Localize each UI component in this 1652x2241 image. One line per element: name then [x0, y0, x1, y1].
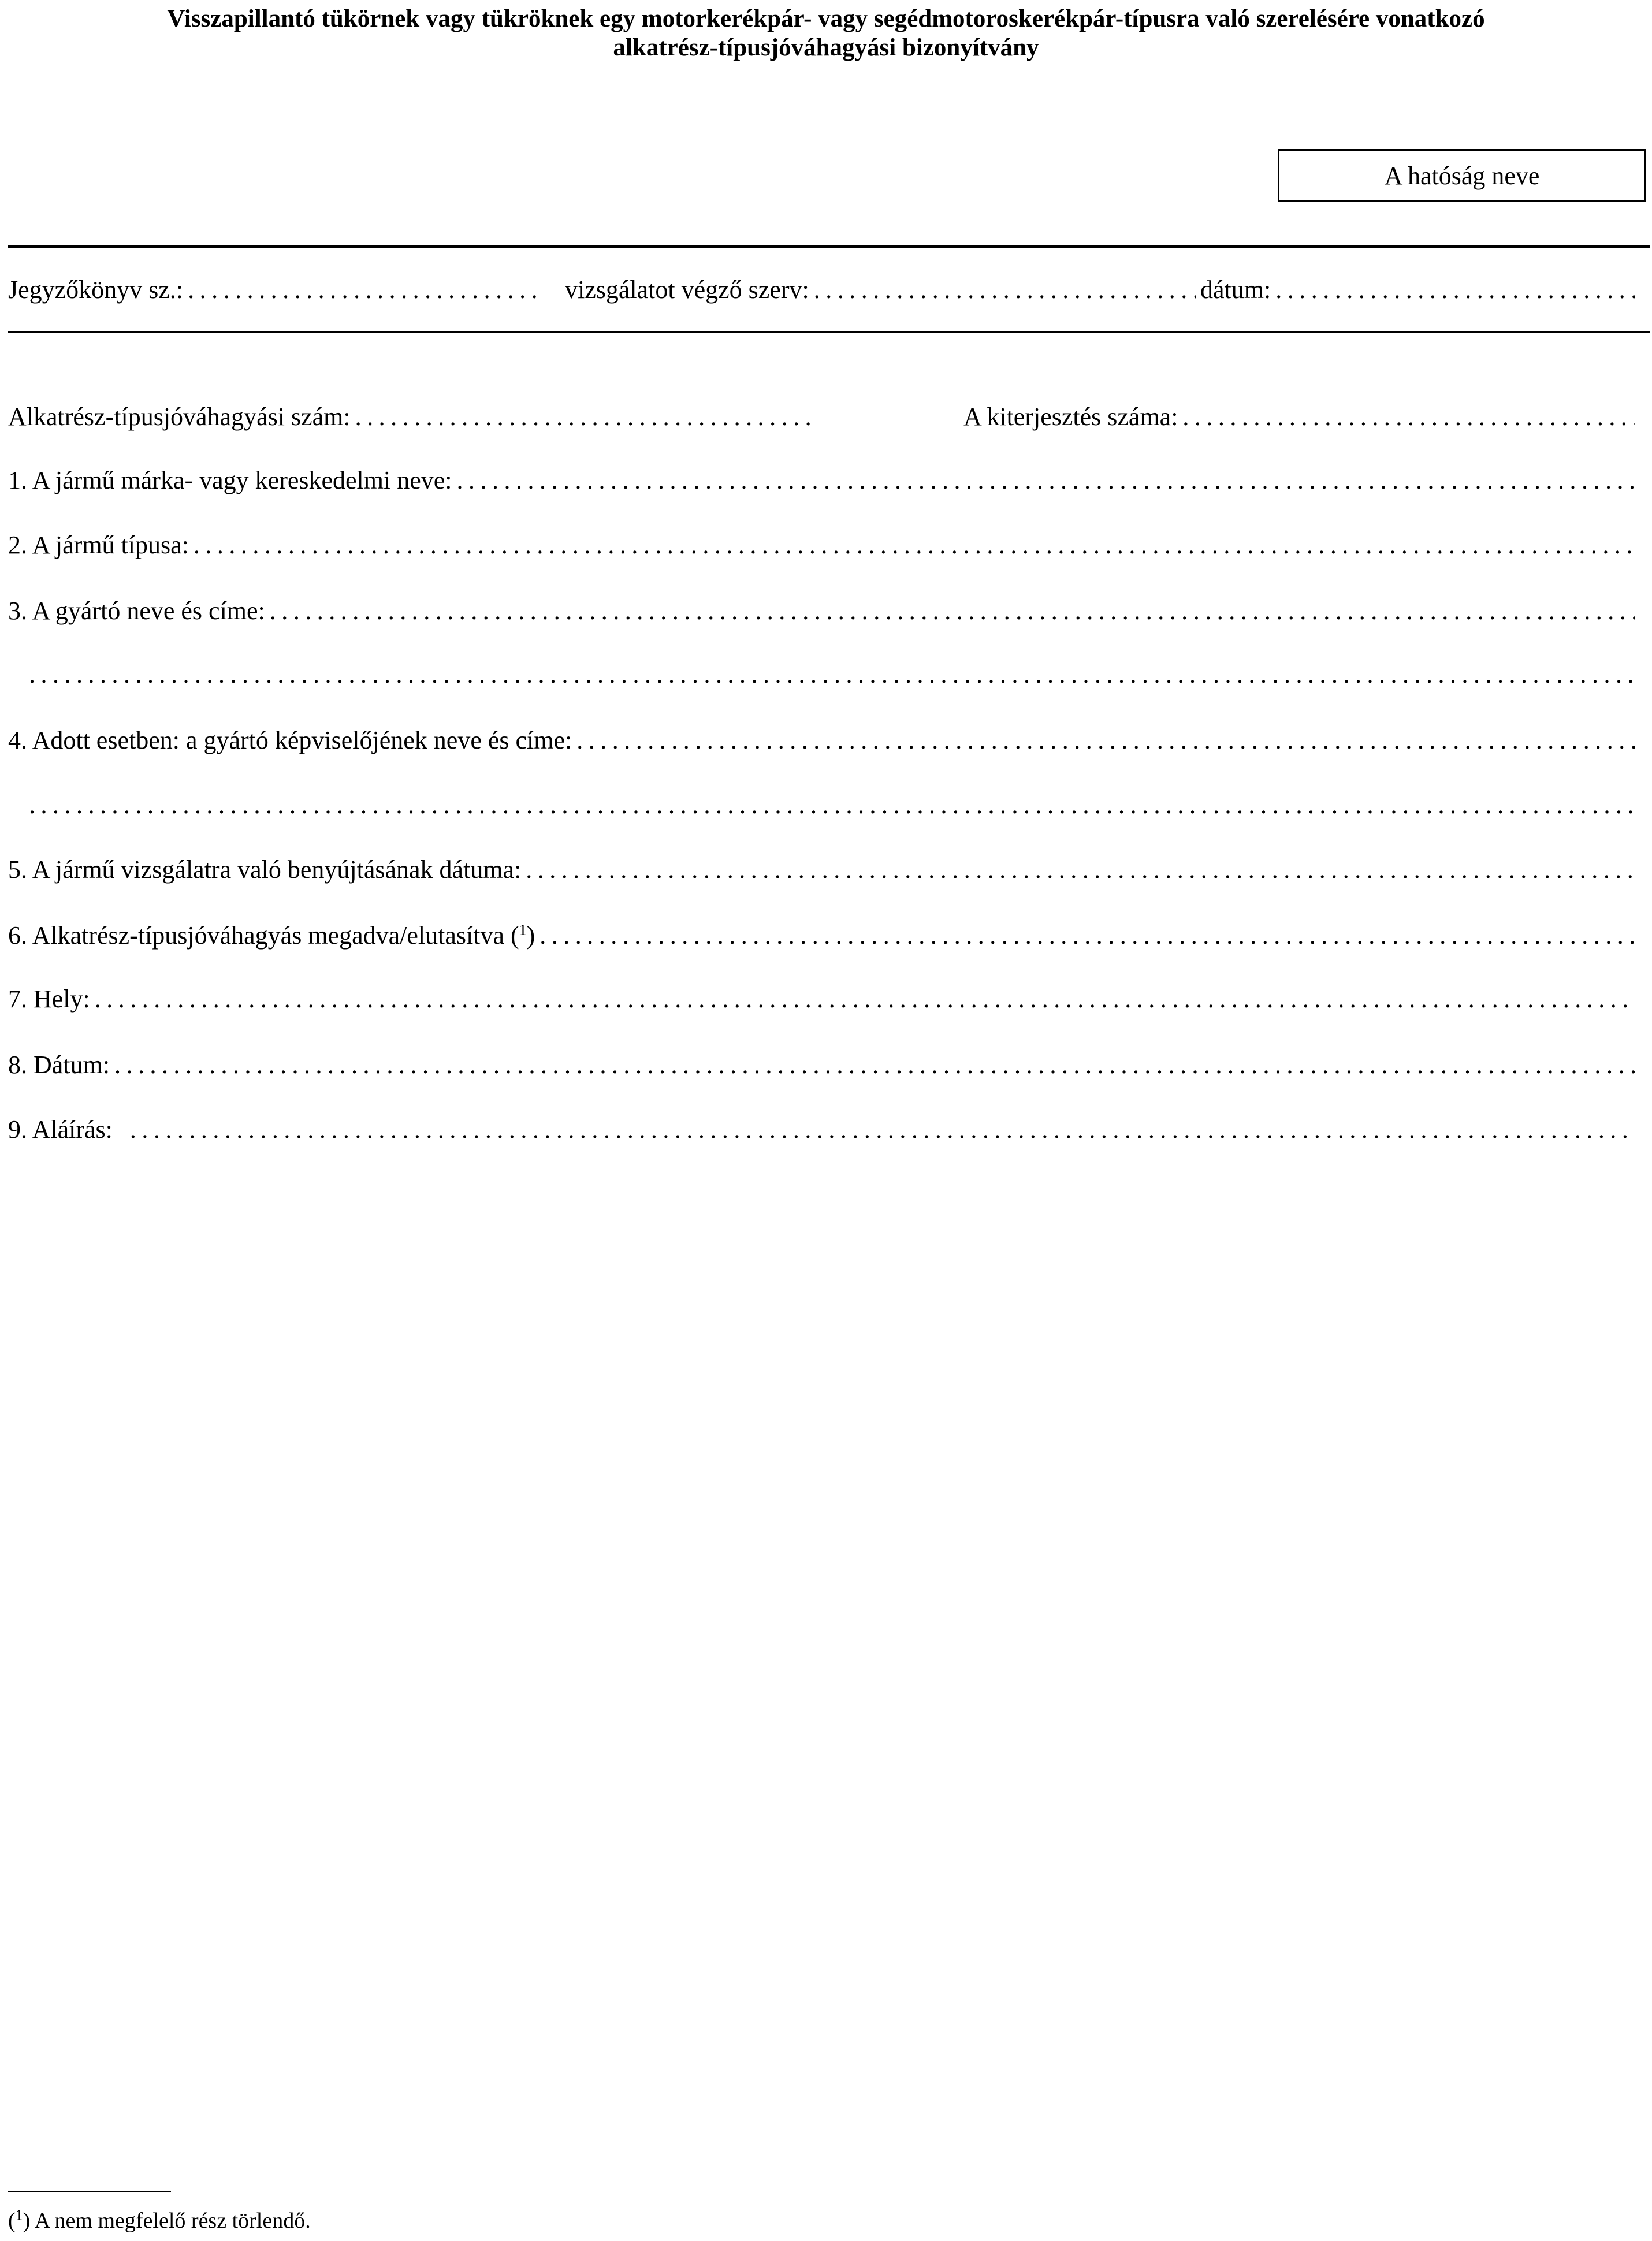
footnote-marker-ref: 1: [15, 2206, 23, 2224]
item-6-footnote-ref: 1: [519, 921, 527, 939]
footnote-marker-open: (: [8, 2209, 16, 2233]
item-5-label: 5. A jármű vizsgálatra való benyújtásának dátuma:: [8, 855, 522, 884]
item-7-fill-line[interactable]: [95, 983, 1635, 1015]
report-date-label: dátum:: [1200, 276, 1271, 304]
item-6-label: [8, 920, 535, 952]
authority-name-box: [1278, 149, 1646, 202]
approval-number-field[interactable]: [8, 401, 814, 433]
document-title: [23, 5, 1629, 62]
item-1-label: 1. A jármű márka- vagy kereskedelmi neve:: [8, 466, 452, 494]
item-2-field[interactable]: [8, 529, 1635, 561]
item-6-field[interactable]: [8, 920, 1635, 952]
report-number-fill-line[interactable]: [188, 274, 545, 306]
extension-number-label: A kiterjesztés száma:: [963, 403, 1178, 431]
extension-number-field[interactable]: [963, 401, 1635, 433]
item-4-label: 4. Adott esetben: a gyártó képviselőjének neve és címe:: [8, 726, 572, 754]
item-3-continuation-field[interactable]: [29, 658, 1635, 691]
testing-body-field[interactable]: [565, 274, 1196, 306]
item-7-field[interactable]: [8, 983, 1635, 1015]
item-8-field[interactable]: [8, 1049, 1635, 1081]
report-number-field[interactable]: [8, 274, 545, 306]
item-4-fill-line[interactable]: [576, 724, 1635, 757]
approval-number-fill-line[interactable]: [355, 401, 814, 433]
report-date-field[interactable]: [1200, 274, 1635, 306]
item-4-continuation-fill-line[interactable]: [29, 789, 1635, 821]
document-title-line-2: alkatrész-típusjóváhagyási bizonyítvány: [613, 34, 1039, 61]
header-rule-bottom: [8, 331, 1650, 333]
item-7-label: 7. Hely:: [8, 985, 90, 1013]
item-3-continuation-fill-line[interactable]: [29, 658, 1635, 691]
item-1-field[interactable]: [8, 464, 1635, 497]
item-9-field[interactable]: [8, 1114, 1635, 1146]
extension-number-fill-line[interactable]: [1182, 401, 1635, 433]
authority-name-label: A hatóság neve: [1384, 161, 1540, 190]
header-rule-top: [8, 245, 1650, 248]
report-date-fill-line[interactable]: [1275, 274, 1635, 306]
item-3-field[interactable]: [8, 595, 1635, 627]
testing-body-label: vizsgálatot végző szerv:: [565, 276, 809, 304]
footnote-text: A nem megfelelő rész törlendő.: [30, 2209, 311, 2233]
footnote: [8, 2208, 311, 2234]
item-9-fill-line[interactable]: [130, 1114, 1635, 1146]
approval-number-label: Alkatrész-típusjóváhagyási szám:: [8, 403, 351, 431]
item-8-fill-line[interactable]: [114, 1049, 1635, 1081]
item-5-fill-line[interactable]: [526, 854, 1635, 886]
item-2-label: 2. A jármű típusa:: [8, 531, 189, 559]
item-3-label: 3. A gyártó neve és címe:: [8, 597, 265, 625]
item-1-fill-line[interactable]: [457, 464, 1635, 497]
item-2-fill-line[interactable]: [194, 529, 1635, 561]
document-title-line-1: Visszapillantó tükörnek vagy tükröknek egy motorkerékpár- vagy segédmotoroskerékpár-típusra való szerelésére vonatkozó: [167, 5, 1485, 32]
item-9-label: 9. Aláírás:: [8, 1115, 113, 1144]
item-6-label-close: ): [526, 921, 535, 950]
item-4-continuation-field[interactable]: [29, 789, 1635, 821]
item-3-fill-line[interactable]: [270, 595, 1635, 627]
item-6-fill-line[interactable]: [539, 920, 1635, 952]
footnote-marker-close: ): [23, 2209, 31, 2233]
item-6-label-text: 6. Alkatrész-típusjóváhagyás megadva/elutasítva (: [8, 921, 519, 950]
item-5-field[interactable]: [8, 854, 1635, 886]
item-4-field[interactable]: [8, 724, 1635, 757]
report-number-label: Jegyzőkönyv sz.:: [8, 276, 184, 304]
item-8-label: 8. Dátum:: [8, 1051, 110, 1079]
footnote-separator: [8, 2191, 171, 2192]
testing-body-fill-line[interactable]: [814, 274, 1196, 306]
